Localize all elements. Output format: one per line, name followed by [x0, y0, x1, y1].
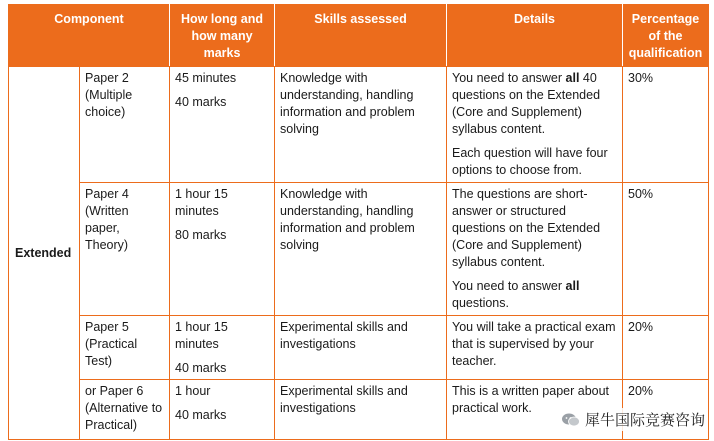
- duration-cell: [170, 67, 275, 183]
- header-duration-marks: How long and how many marks: [170, 5, 275, 67]
- details-text: The questions are short-answer or structured questions on the Extended (Core and Supplement) syllabus content.: [452, 187, 601, 269]
- header-row: [9, 5, 709, 67]
- duration-text: 1 hour 15 minutes: [175, 320, 228, 351]
- skills-cell: Knowledge with understanding, handling information and problem solving: [275, 183, 447, 316]
- header-details: Details: [447, 5, 623, 67]
- component-cell: or Paper 6 (Alternative to Practical): [80, 380, 170, 440]
- details-text: You need to answer all questions.: [452, 279, 580, 310]
- skills-cell: Experimental skills and investigations: [275, 316, 447, 380]
- details-cell: [447, 316, 623, 380]
- qualification-table: [8, 4, 709, 440]
- duration-text: 1 hour 15 minutes: [175, 187, 228, 218]
- component-cell: Paper 2 (Multiple choice): [80, 67, 170, 183]
- duration-cell: [170, 316, 275, 380]
- percentage-cell: 20%: [623, 316, 709, 380]
- details-text: This is a written paper about practical work.: [452, 384, 610, 415]
- details-cell: [447, 183, 623, 316]
- header-percentage: Percentage of the qualification: [623, 5, 709, 67]
- duration-cell: [170, 380, 275, 440]
- skills-cell: Experimental skills and investigations: [275, 380, 447, 440]
- table-row: [9, 67, 709, 183]
- marks-text: 40 marks: [175, 408, 227, 422]
- details-text: Each question will have four options to choose from.: [452, 146, 608, 177]
- duration-text: 45 minutes: [175, 71, 237, 85]
- duration-cell: [170, 183, 275, 316]
- percentage-cell: 20%: [623, 380, 709, 440]
- component-cell: Paper 4 (Written paper, Theory): [80, 183, 170, 316]
- marks-text: 80 marks: [175, 228, 227, 242]
- component-cell: Paper 5 (Practical Test): [80, 316, 170, 380]
- group-label: Extended: [9, 67, 80, 440]
- details-cell: [447, 67, 623, 183]
- duration-text: 1 hour: [175, 384, 211, 398]
- skills-cell: Knowledge with understanding, handling information and problem solving: [275, 67, 447, 183]
- watermark: [558, 408, 708, 431]
- details-text: You will take a practical exam that is supervised by your teacher.: [452, 320, 616, 368]
- watermark-text: 犀牛国际竞赛咨询: [584, 412, 705, 429]
- header-component: Component: [9, 5, 170, 67]
- chat-bubble-icon: [561, 412, 581, 428]
- table-row: [9, 183, 709, 316]
- percentage-cell: 30%: [623, 67, 709, 183]
- percentage-cell: 50%: [623, 183, 709, 316]
- marks-text: 40 marks: [175, 95, 227, 109]
- marks-text: 40 marks: [175, 361, 227, 375]
- header-skills: Skills assessed: [275, 5, 447, 67]
- table-row: [9, 316, 709, 380]
- details-text: You need to answer all 40 questions on the Extended (Core and Supplement) syllabus content.: [452, 71, 601, 136]
